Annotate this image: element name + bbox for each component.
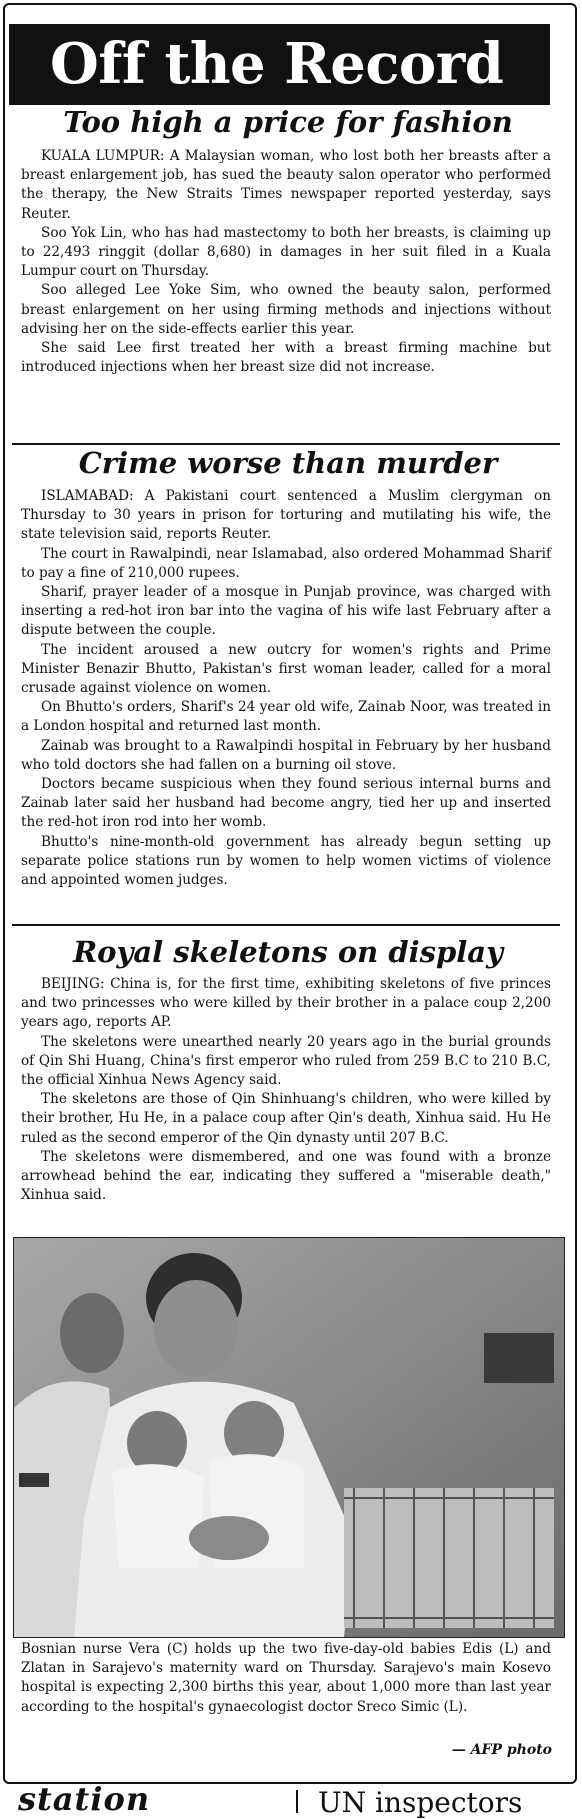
- headline-fashion: Too high a price for fashion: [63, 105, 513, 139]
- next-headline-fragment: station: [18, 1780, 151, 1818]
- photo-credit: — AFP photo: [451, 1742, 552, 1758]
- paragraph: Bhutto's nine-month-old government has already begun setting up separate police stations run by women to help women victims of violence and appointed women judges.: [21, 833, 551, 889]
- headline-crime: Crime worse than murder: [78, 446, 498, 480]
- paragraph: Doctors became suspicious when they found serious internal burns and Zainab later said her husband had become angry, tied her up and inserted the red-hot iron rod into her womb.: [21, 776, 551, 831]
- column-divider: [296, 1790, 298, 1813]
- paragraph: BEIJING: China is, for the first time, exhibiting skeletons of five princes and two princesses who were killed by their brother in a palace coup 2,200 years ago, reports AP.: [21, 976, 551, 1031]
- news-photo: [13, 1237, 565, 1638]
- headline-skeletons: Royal skeletons on display: [73, 935, 503, 969]
- section-divider: [12, 924, 560, 926]
- paragraph: Sharif, prayer leader of a mosque in Punjab province, was charged with inserting a red-hot iron bar into the vagina of his wife last February after a dispute between the couple.: [21, 584, 551, 639]
- next-headline-fragment-right: UN inspectors: [318, 1786, 523, 1819]
- paragraph: The incident aroused a new outcry for women's rights and Prime Minister Benazir Bhutto, Pakistan's first woman leader, called for a moral crusade against violence on women.: [21, 641, 551, 697]
- paragraph: Soo Yok Lin, who has had mastectomy to both her breasts, is claiming up to 22,493 ringgit (dollar 8,680) in damages in her suit filed in a Kuala Lumpur court on Thursday.: [21, 224, 551, 280]
- paragraph: Zainab was brought to a Rawalpindi hospital in February by her husband who told doctors she had fallen on a burning oil stove.: [21, 737, 551, 773]
- photo-caption: Bosnian nurse Vera (C) holds up the two five-day-old babies Edis (L) and Zlatan in Sarajevo's maternity ward on Thursday. Sarajevo's main Kosevo hospital is expecting 2,300 births this year, about 1,000 more than last year according to the hospital's gynaecologist doctor Sreco Simic (L).: [21, 1641, 551, 1715]
- photo-illustration: [14, 1238, 564, 1637]
- paragraph: ISLAMABAD: A Pakistani court sentenced a Muslim clergyman on Thursday to 30 years in prison for torturing and mutilating his wife, the state television said, reports Reuter.: [21, 488, 551, 543]
- paragraph: On Bhutto's orders, Sharif's 24 year old wife, Zainab Noor, was treated in a London hospital and returned last month.: [21, 699, 551, 735]
- paragraph: KUALA LUMPUR: A Malaysian woman, who lost both her breasts after a breast enlargement job, has sued the beauty salon operator who performed the therapy, the New Straits Times newspaper reported yesterday, says Reuter.: [21, 148, 551, 222]
- masthead: Off the Record: [9, 24, 550, 105]
- paragraph: She said Lee first treated her with a breast firming machine but introduced injections when her breast size did not increase.: [21, 340, 551, 376]
- paragraph: Soo alleged Lee Yoke Sim, who owned the beauty salon, performed breast enlargement on her using firming methods and injections without advising her on the side-effects earlier this year.: [21, 282, 551, 337]
- story-fashion: [21, 147, 551, 377]
- paragraph: The court in Rawalpindi, near Islamabad, also ordered Mohammad Sharif to pay a fine of 210,000 rupees.: [21, 545, 551, 581]
- story-crime: [21, 487, 551, 890]
- paragraph: The skeletons were unearthed nearly 20 years ago in the burial grounds of Qin Shi Huang, China's first emperor who ruled from 259 B.C to 210 B.C, the official Xinhua News Agency said.: [21, 1033, 551, 1089]
- story-skeletons: [21, 975, 551, 1205]
- paragraph: The skeletons are those of Qin Shinhuang's children, who were killed by their brother, Hu He, in a palace coup after Qin's death, Xinhua said. Hu He ruled as the second emperor of the Qin dynasty until 207 B.C.: [21, 1091, 551, 1146]
- paragraph: The skeletons were dismembered, and one was found with a bronze arrowhead behind the ear, indicating they suffered a "miserable death," Xinhua said.: [21, 1148, 551, 1204]
